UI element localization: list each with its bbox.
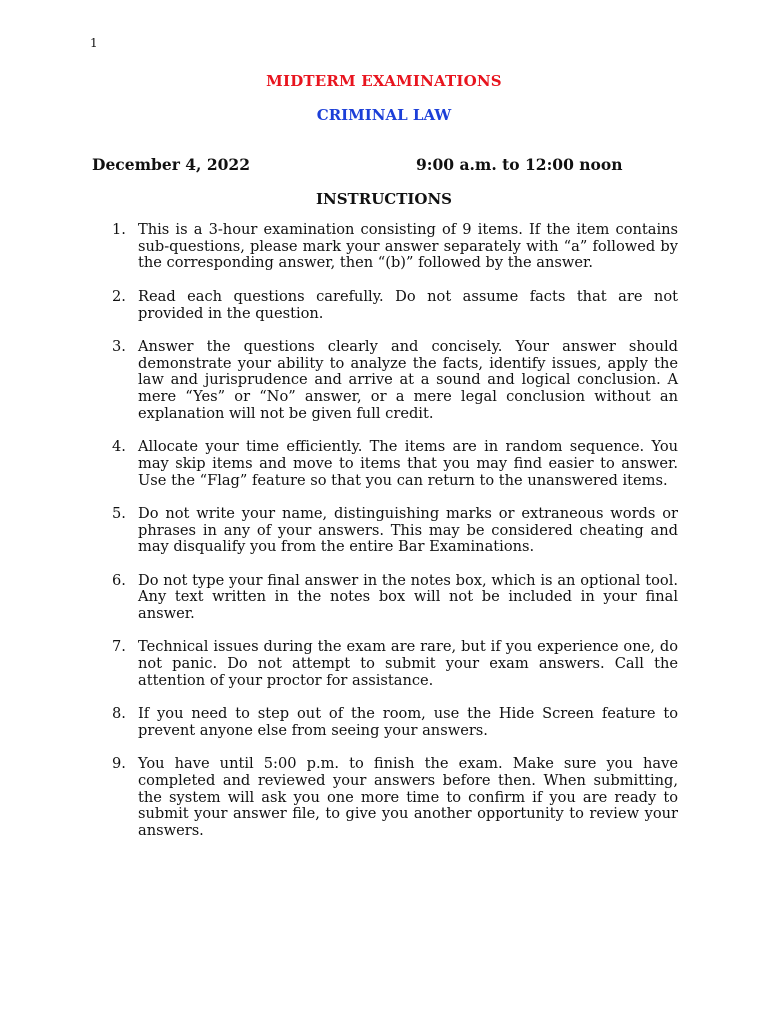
instruction-number: 3. [112,337,126,355]
instruction-item-5 [112,506,678,556]
instruction-text: You have until 5:00 p.m. to finish the exam. Make sure you have completed and reviewed your answers before then. When submitting, the system will ask you one more time to confirm if you are ready to submit your answer file, to give you another opportunity to review your answers. [138,755,678,840]
instruction-number: 1. [112,221,126,238]
instruction-item-4 [112,439,678,489]
instruction-number: 2. [112,287,126,305]
instruction-item-1 [112,222,678,272]
document-subject: CRIMINAL LAW [316,106,452,124]
instruction-text: Do not write your name, distinguishing marks or extraneous words or phrases in any of your answers. This may be considered cheating and may disqualify you from the entire Bar Examinations. [138,504,678,556]
instruction-item-7 [112,639,678,689]
instruction-number: 4. [112,438,126,456]
instructions-list [112,222,678,857]
instruction-text: Read each questions carefully. Do not assume facts that are not provided in the question. [138,287,678,322]
instruction-text: Answer the questions clearly and concisely. Your answer should demonstrate your ability to analyze the facts, identify issues, apply the law and jurisprudence and arrive at a sound and logical conclusion. A mere “Yes” or “No” answer, or a mere legal conclusion without an explanation will not be given full credit. [138,337,678,422]
instruction-number: 6. [112,571,126,589]
instruction-item-8 [112,706,678,739]
exam-date: December 4, 2022 [92,155,250,174]
document-title: MIDTERM EXAMINATIONS [266,72,502,90]
instruction-text: Allocate your time efficiently. The items are in random sequence. You may skip items and move to items that you may find easier to answer. Use the “Flag” feature so that you can return to the unanswered items. [138,438,678,489]
page-number: 1 [90,36,98,50]
instruction-item-6 [112,573,678,623]
exam-time: 9:00 a.m. to 12:00 noon [416,155,623,174]
instruction-item-2 [112,289,678,322]
instruction-number: 8. [112,705,126,723]
instructions-heading: INSTRUCTIONS [316,190,452,208]
instruction-item-3 [112,339,678,423]
instruction-text: If you need to step out of the room, use the Hide Screen feature to prevent anyone else from seeing your answers. [138,705,678,739]
instruction-text: Do not type your final answer in the notes box, which is an optional tool. Any text written in the notes box will not be included in your final answer. [138,571,678,623]
instruction-number: 7. [112,638,126,656]
instruction-text: This is a 3-hour examination consisting of 9 items. If the item contains sub-questions, please mark your answer separately with “a” followed by the corresponding answer, then “(b)” followed by the answer. [138,221,678,272]
instruction-item-9 [112,756,678,840]
instruction-number: 9. [112,755,126,773]
instruction-number: 5. [112,504,126,522]
instruction-text: Technical issues during the exam are rare, but if you experience one, do not panic. Do not attempt to submit your exam answers. Call the attention of your proctor for assistance. [138,638,678,689]
